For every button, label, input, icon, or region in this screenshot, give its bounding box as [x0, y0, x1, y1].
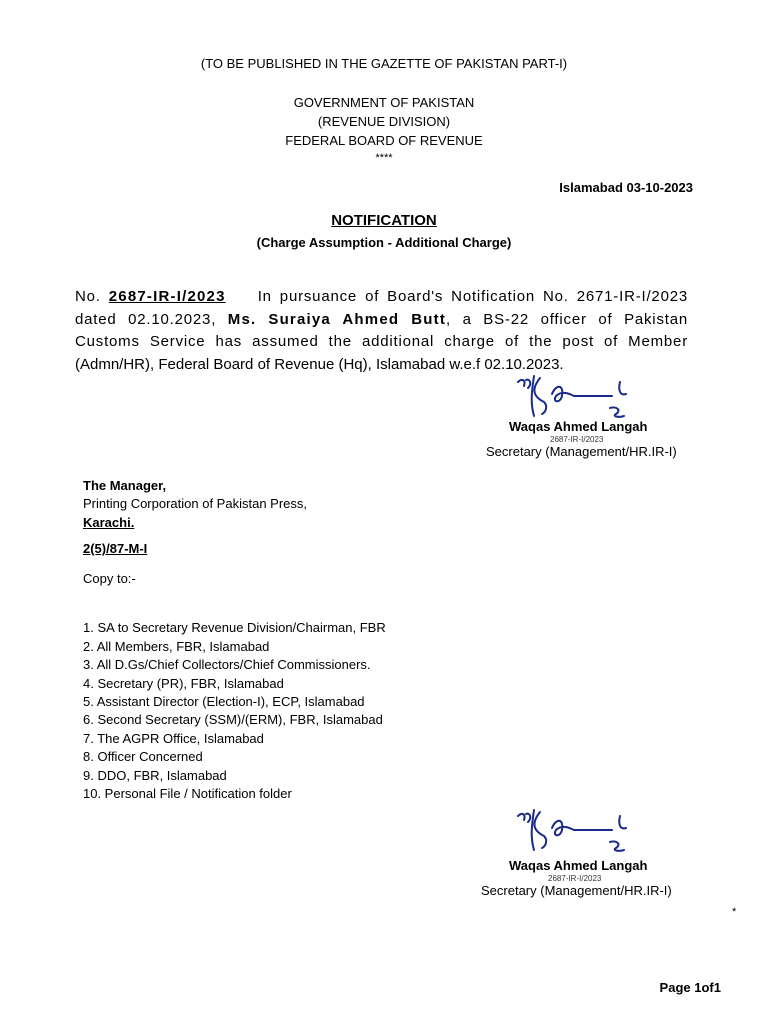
page-number: 1 [694, 980, 702, 995]
government-heading: GOVERNMENT OF PAKISTAN [293, 95, 475, 110]
page-of-label: of [701, 980, 714, 995]
copy-list-item: 10. Personal File / Notification folder [83, 786, 292, 801]
signature-2-image [512, 806, 642, 858]
copy-to-label: Copy to:- [83, 571, 136, 586]
file-number: 2(5)/87-M-I [83, 541, 148, 556]
recipient-org: Printing Corporation of Pakistan Press, [83, 496, 307, 511]
copy-list-item: 5. Assistant Director (Election-I), ECP, Islamabad [83, 694, 365, 709]
copy-list-item: 6. Second Secretary (SSM)/(ERM), FBR, Islamabad [83, 712, 383, 727]
officer-name: Ms. Suraiya Ahmed Butt [227, 310, 447, 328]
copy-list-item: 7. The AGPR Office, Islamabad [83, 731, 264, 746]
recipient-salutation: The Manager, [83, 478, 167, 493]
copy-list-item: 3. All D.Gs/Chief Collectors/Chief Commissioners. [83, 657, 371, 672]
signature-2-name: Waqas Ahmed Langah [509, 858, 648, 873]
page-label: Page [659, 980, 691, 995]
signature-2-title: Secretary (Management/HR.IR-I) [481, 883, 672, 898]
copy-list-item: 8. Officer Concerned [83, 749, 203, 764]
signature-1-ref: 2687-IR-I/2023 [550, 435, 604, 444]
notification-subtitle: (Charge Assumption - Additional Charge) [256, 235, 512, 250]
recipient-city: Karachi. [83, 515, 135, 530]
star-mark: * [732, 906, 737, 918]
notification-title: NOTIFICATION [331, 212, 437, 229]
signature-2-ref: 2687-IR-I/2023 [548, 874, 602, 883]
signature-1-title: Secretary (Management/HR.IR-I) [486, 444, 677, 459]
page-footer [660, 980, 721, 995]
copy-list-item: 9. DDO, FBR, Islamabad [83, 768, 227, 783]
notification-number: 2687-IR-I/2023 [108, 288, 226, 305]
no-prefix: No. [75, 288, 101, 305]
signature-1-image [512, 372, 642, 424]
division-heading: (REVENUE DIVISION) [317, 114, 451, 129]
body-text-1: In pursuance of Board's Notification No. 2671-IR-I/2023 dated 02.10.2023, [75, 288, 689, 328]
gazette-heading: (TO BE PUBLISHED IN THE GAZETTE OF PAKISTAN PART-I) [200, 56, 568, 71]
date-line: Islamabad 03-10-2023 [559, 180, 693, 195]
copy-list-item: 2. All Members, FBR, Islamabad [83, 639, 270, 654]
body-text-2: , a BS-22 officer of Pakistan Customs Service has assumed the additional charge of the post of Member [75, 310, 688, 350]
copy-list-item: 1. SA to Secretary Revenue Division/Chairman, FBR [83, 620, 386, 635]
heading-stars: **** [375, 152, 393, 164]
page-total: 1 [713, 980, 721, 995]
board-heading: FEDERAL BOARD OF REVENUE [285, 133, 483, 148]
signature-1-name: Waqas Ahmed Langah [509, 419, 648, 434]
copy-list-item: 4. Secretary (PR), FBR, Islamabad [83, 676, 284, 691]
body-text-3: (Admn/HR), Federal Board of Revenue (Hq), Islamabad w.e.f 02.10.2023. [75, 355, 564, 373]
notification-body [75, 286, 688, 376]
